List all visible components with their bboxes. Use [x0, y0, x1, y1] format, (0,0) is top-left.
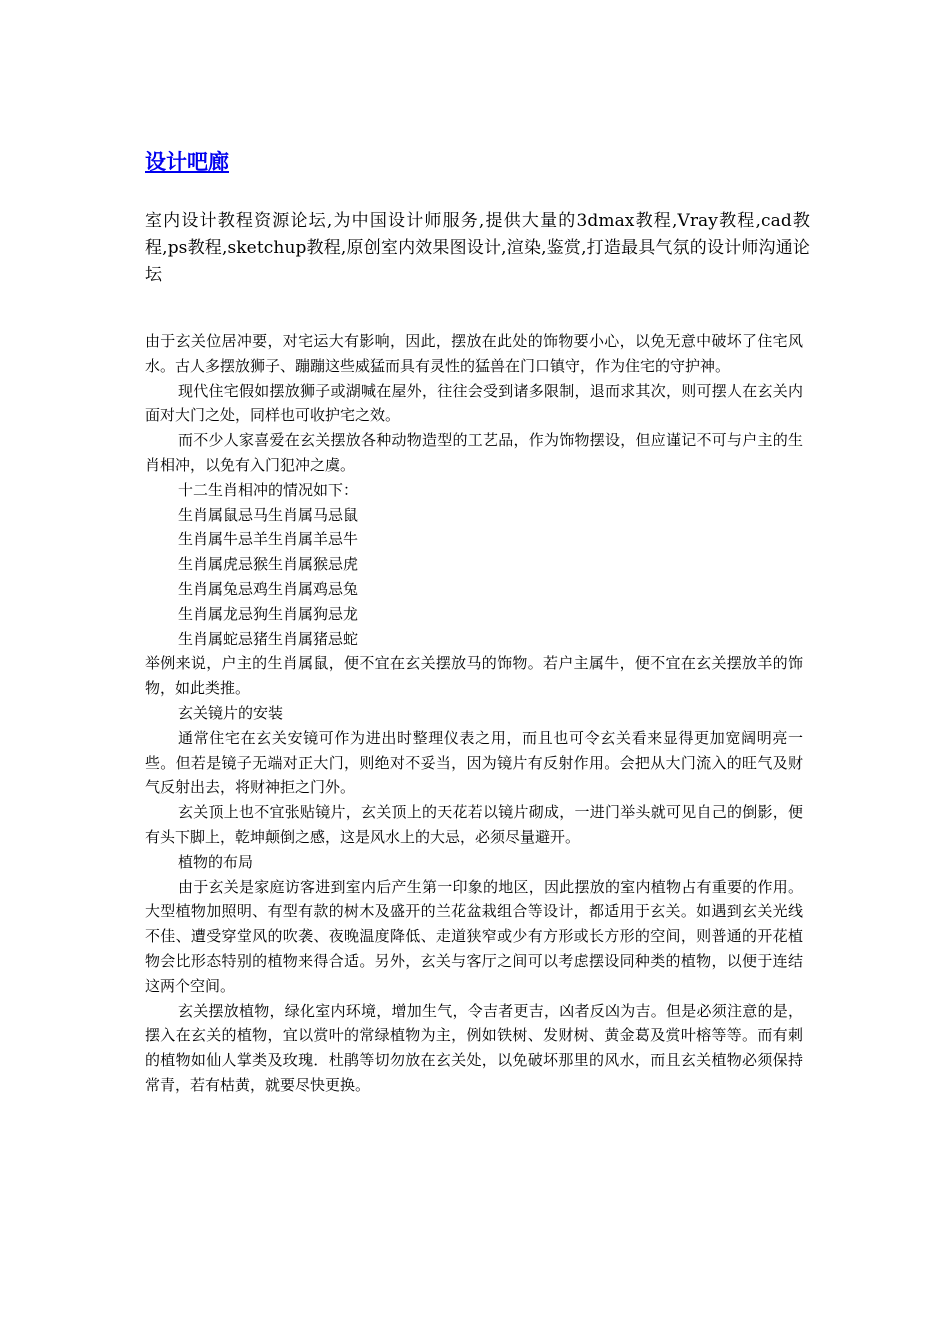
article-paragraph: 生肖属蛇忌猪生肖属猪忌蛇 [178, 629, 359, 648]
article-paragraph: 现代住宅假如摆放狮子或湖喊在屋外，往往会受到诸多限制，退而求其次，则可摆人在玄关内面对大门之处，同样也可收护宅之效。 [145, 381, 803, 425]
article-paragraph: 植物的布局 [178, 852, 254, 871]
article-paragraph: 生肖属兔忌鸡生肖属鸡忌兔 [178, 579, 359, 598]
article-paragraph: 玄关镜片的安装 [178, 703, 284, 722]
article-paragraph: 十二生肖相冲的情况如下： [178, 480, 359, 499]
article-paragraph: 玄关摆放植物，绿化室内环境，增加生气，令吉者更吉，凶者反凶为吉。但是必须注意的是，摆入在玄关的植物，宜以赏叶的常绿植物为主，例如铁树、发财树、黄金葛及赏叶榕等等。而有刺的植物如仙人掌类及玫瑰．杜鹃等切勿放在玄关处，以免破坏那里的风水，而且玄关植物必须保持常青，若有枯黄，就要尽快更换。 [145, 1001, 803, 1094]
article-paragraph: 生肖属鼠忌马生肖属马忌鼠 [178, 505, 359, 524]
article-paragraph: 生肖属虎忌猴生肖属猴忌虎 [178, 555, 359, 574]
article-paragraph: 由于玄关位居冲要，对宅运大有影响，因此，摆放在此处的饰物要小心，以免无意中破坏了住宅风水。古人多摆放狮子、蹦蹦这些威猛而具有灵性的猛兽在门口镇守，作为住宅的守护神。 [145, 332, 803, 375]
article-paragraph: 生肖属牛忌羊生肖属羊忌牛 [178, 530, 359, 549]
article-paragraph: 玄关顶上也不宜张贴镜片，玄关顶上的天花若以镜片砌成，一进门举头就可见自己的倒影，便有头下脚上，乾坤颠倒之感，这是风水上的大忌，必须尽量避开。 [145, 803, 803, 846]
article-paragraph: 生肖属龙忌狗生肖属狗忌龙 [178, 604, 359, 623]
article-paragraph: 由于玄关是家庭访客进到室内后产生第一印象的地区，因此摆放的室内植物占有重要的作用。大型植物加照明、有型有款的树木及盛开的兰花盆栽组合等设计，都适用于玄关。如遇到玄关光线不佳、遭受穿堂风的吹袭、夜晚温度降低、走道狭窄或少有方形或长方形的空间，则普通的开花植物会比形态特别的植物来得合适。另外，玄关与客厅之间可以考虑摆设同种类的植物，以便于连结这两个空间。 [145, 877, 803, 995]
article-paragraph: 举例来说，户主的生肖属鼠，便不宜在玄关摆放马的饰物。若户主属牛，便不宜在玄关摆放羊的饰物，如此类推。 [145, 654, 803, 698]
site-title-link[interactable]: 设计吧廊 [145, 150, 229, 174]
article-body [145, 329, 803, 1098]
article-paragraph: 通常住宅在玄关安镜可作为进出时整理仪表之用，而且也可令玄关看来显得更加宽阔明亮一些。但若是镜子无端对正大门，则绝对不妥当，因为镜片有反射作用。会把从大门流入的旺气及财气反射出去，将财神拒之门外。 [145, 728, 803, 797]
article-paragraph: 而不少人家喜爱在玄关摆放各种动物造型的工艺品，作为饰物摆设，但应谨记不可与户主的生肖相冲，以免有入门犯冲之虞。 [145, 431, 803, 474]
site-description: 室内设计教程资源论坛,为中国设计师服务,提供大量的3dmax教程,Vray教程,cad教程,ps教程,sketchup教程,原创室内效果图设计,渲染,鉴赏,打造最具气氛的设计师沟通论坛 [145, 211, 810, 285]
